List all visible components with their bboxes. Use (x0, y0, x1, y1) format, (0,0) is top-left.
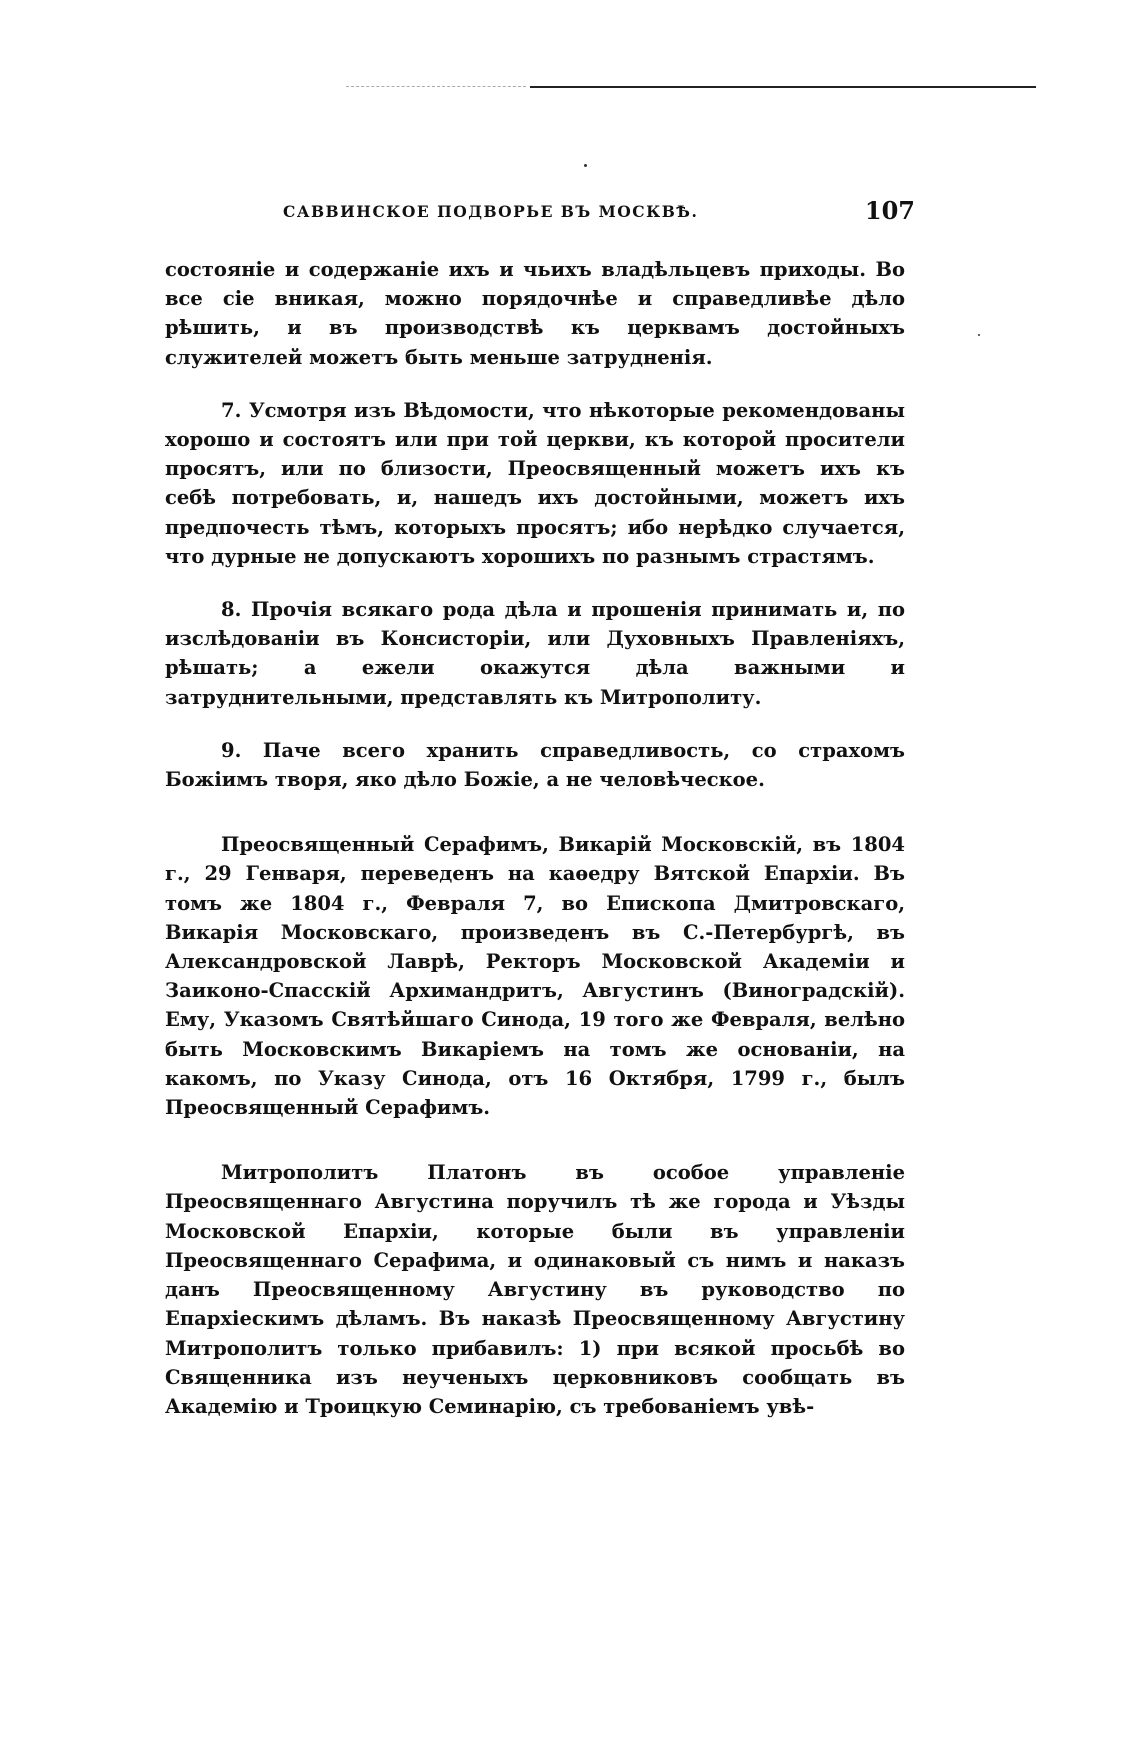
header-rule (530, 86, 1036, 88)
page-number: 107 (864, 196, 915, 225)
page-speck (978, 334, 980, 336)
paragraph-platon: Митрополитъ Платонъ въ особое управленіе Преосвященнаго Августина поручилъ тѣ же города и Уѣзды Московской Епархіи, которые были въ управленіи Преосвященнаго Серафима, и одинаковый съ нимъ и наказъ данъ Преосвященному Августину въ руководство по Епархіескимъ дѣламъ. Въ наказѣ Преосвященному Августину Митрополитъ только прибавилъ: 1) при всякой просьбѣ во Священника изъ неученыхъ церковниковъ сообщать въ Академію и Троицкую Семинарію, съ требованіемъ увѣ- (165, 1161, 905, 1418)
running-title: САВВИНСКОЕ ПОДВОРЬЕ ВЪ МОСКВѢ. (283, 202, 699, 221)
paragraph-item-7: 7. Усмотря изъ Вѣдомости, что нѣкоторые рекомендованы хорошо и состоятъ или при той церкви, къ которой просители просятъ, или по близости, Преосвященный можетъ ихъ къ себѣ потребовать, и, нашедъ ихъ достойными, можетъ ихъ предпочесть тѣмъ, которыхъ просятъ; ибо нерѣдко случается, что дурные не допускаютъ хорошихъ по разнымъ страстямъ. (165, 398, 905, 568)
paragraph-serafim: Преосвященный Серафимъ, Викарій Московскій, въ 1804 г., 29 Генваря, переведенъ на каѳедру Вятской Епархіи. Въ томъ же 1804 г., Февраля 7, во Епископа Дмитровскаго, Викарія Московскаго, произведенъ въ С.-Петербургѣ, въ Александровской Лаврѣ, Ректоръ Московской Академіи и Заиконо-Спасскій Архимандритъ, Августинъ (Виноградскій). Ему, Указомъ Святѣйшаго Синода, 19 того же Февраля, велѣно быть Московскимъ Викаріемъ на томъ же основаніи, на какомъ, по Указу Синода, отъ 16 Октября, 1799 г., былъ Преосвященный Серафимъ. (165, 833, 905, 1120)
page-speck (584, 164, 587, 167)
running-head (165, 196, 915, 226)
paragraph-continuation: состояніе и содержаніе ихъ и чьихъ владѣльцевъ приходы. Во все сіе вникая, можно порядочнѣе и справедливѣе дѣло рѣшить, и въ производствѣ къ церквамъ достойныхъ служителей можетъ быть меньше затрудненія. (165, 258, 905, 369)
paragraph-item-9: 9. Паче всего хранить справедливость, со страхомъ Божіимъ творя, яко дѣло Божіе, а не человѣческое. (165, 738, 905, 792)
body-text (165, 255, 905, 1421)
paragraph-item-8: 8. Прочія всякаго рода дѣла и прошенія принимать и, по изслѣдованіи въ Консисторіи, или Духовныхъ Правленіяхъ, рѣшать; а ежели окажутся дѣла важными и затруднительными, представлять къ Митрополиту. (165, 598, 905, 709)
header-rule-faint (346, 86, 526, 87)
